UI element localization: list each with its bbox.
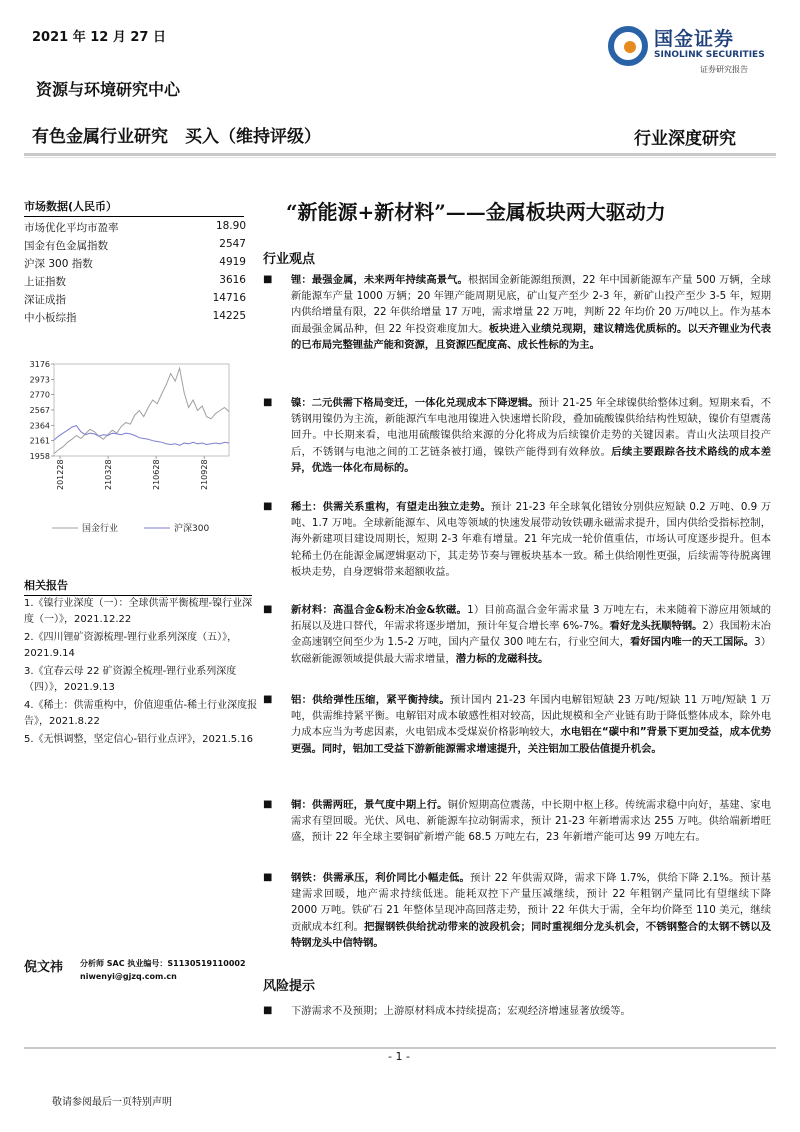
market-row: 深证成指 14716 bbox=[24, 292, 246, 306]
paragraph-copper: ■ 铜：供需两旺，景气度中期上行。铜价短期高位震荡，中长期中枢上移。传统需求稳中向好，基建、家电需求有望回暖。光伏、风电、新能源车拉动铜需求，预计 21-23 年新增需求达 255 万吨。供给端新增旺盛，预计 22 年全球主要铜矿新增产能 68.5 万吨左右，23 年新增产能可达 99 万吨左右。 bbox=[263, 799, 772, 844]
page-number: - 1 - bbox=[388, 1050, 410, 1063]
analyst-info bbox=[80, 957, 246, 983]
bullet-icon: ■ bbox=[263, 872, 273, 883]
header-divider-thin bbox=[24, 157, 776, 158]
related-report-item[interactable]: 3.《宜春云母 22 矿资源全梳理-锂行业系列深度（四）》，2021.9.13 bbox=[24, 666, 237, 693]
related-report-item[interactable]: 1.《镍行业深度（一）：全球供需平衡梳理-镍行业深度（一）》，2021.12.22 bbox=[24, 598, 253, 625]
paragraph-rare-earth: ■ 稀土：供需关系重构，有望走出独立走势。预计 21-23 年全球氧化镨钕分别供应短缺 0.2 万吨、0.9 万吨、1.7 万吨。全球新能源车、风电等领域的快速发展带动钕铁硼永磁需求提升，国内供给受指标控制，海外新建项目建设周期长，短期 2-3 年难有增量。21 年完成一轮价值重估，市场认可度逐步提升。但本轮稀土仍在能源金属逻辑驱动下，其走势节奏与锂板块基本一致。稀土供给刚性更强，后续需等待脱离锂板块走势，自身逻辑带来超额收益。 bbox=[263, 501, 771, 578]
paragraph-nickel: ■ 镍：二元供需下格局变迁，一体化兑现成本下降逻辑。预计 21-25 年全球镍供给整体过剩。短期来看，不锈钢用镍仍为主流，新能源汽车电池用镍进入快速增长阶段，叠加硫酸镍供给结构性短缺，镍价有望震荡回升。中长期来看，电池用硫酸镍供给来源的分化将成为后续镍价走势的关键因素。青山火法项目投产后，不锈钢与电池之间的工艺链条被打通，镍铁产能得到有效释放。后续主要跟踪各技术路线的成本差异，优选一体化布局标的。 bbox=[263, 397, 772, 474]
x-tick-label: 201228 bbox=[56, 459, 65, 490]
analyst-name: 倪文祎 bbox=[24, 960, 64, 975]
legend-label-industry: 国金行业 bbox=[82, 524, 119, 534]
logo-tag: 证券研究报告 bbox=[700, 65, 748, 74]
paragraph-new-materials: ■ 新材料：高温合金&粉末冶金&软磁。1）目前高温合金年需求量 3 万吨左右，未来随着下游应用领域的拓展以及进口替代，年需求将逐步增加，预计年复合增长率 6%-7%。看好龙头抚顺特钢。2）我国粉末冶金高速钢空间至少为 1.5-2 万吨，国内产量仅 300 吨左右，行业空间大，看好国内唯一的天工国际。3）软磁新能源领域提供最大需求增量，潜力标的龙磁科技。 bbox=[263, 604, 771, 665]
bullet-icon: ■ bbox=[263, 799, 273, 810]
related-report-item[interactable]: 2.《四川锂矿资源梳理-锂行业系列深度（五）》，2021.9.14 bbox=[24, 632, 238, 659]
series-line-0 bbox=[54, 368, 229, 453]
y-tick-label: 2770 bbox=[29, 390, 50, 400]
related-report-item[interactable]: 5.《无惧调整，坚定信心-铝行业点评》，2021.5.16 bbox=[24, 734, 254, 745]
doc-type: 行业深度研究 bbox=[634, 129, 736, 149]
footer-divider bbox=[24, 1047, 776, 1049]
index-chart bbox=[24, 356, 254, 546]
market-row: 上证指数 3616 bbox=[24, 274, 246, 288]
series-line-1 bbox=[54, 426, 229, 446]
logo bbox=[608, 24, 768, 72]
market-row: 国金有色金属指数 2547 bbox=[24, 238, 246, 252]
bullet-icon: ■ bbox=[263, 1005, 273, 1016]
related-reports-title: 相关报告 bbox=[24, 577, 252, 596]
paragraph-steel: ■ 钢铁：供需承压，利价同比小幅走低。预计 22 年供需双降，需求下降 1.7%，供给下降 2.1%。预计基建需求回暖，地产需求持续低迷。能耗双控下产量压减继续，预计 22 年粗钢产量同比有望继续下降 2000 万吨。铁矿石 21 年整体呈现冲高回落走势，预计 22 年供大于需，全年均价降至 110 美元，继续贡献成本红利。把握钢铁供给扰动带来的波段机会；同时重视细分龙头机会，不锈钢整合的太钢不锈以及特钢龙头中信特钢。 bbox=[263, 872, 772, 949]
x-tick-label: 210628 bbox=[152, 459, 162, 490]
bullet-icon: ■ bbox=[263, 694, 273, 705]
bullet-icon: ■ bbox=[263, 501, 273, 512]
analyst-email[interactable]: niwenyi@gjzq.com.cn bbox=[80, 972, 177, 981]
legend-label-hs300: 沪深300 bbox=[174, 524, 210, 534]
bullet-icon: ■ bbox=[263, 604, 273, 615]
industry-rating: 有色金属行业研究 买入（维持评级） bbox=[32, 127, 321, 147]
market-data-title: 市场数据(人民币） bbox=[24, 198, 244, 217]
y-tick-label: 1958 bbox=[29, 452, 50, 461]
plot-frame bbox=[54, 364, 229, 456]
department-name: 资源与环境研究中心 bbox=[36, 80, 181, 99]
paragraph-risk: ■ 下游需求不及预期；上游原材料成本持续提高；宏观经济增速显著放缓等。 bbox=[263, 1003, 771, 1019]
market-row: 中小板综指 14225 bbox=[24, 310, 246, 324]
x-tick-label: 210928 bbox=[200, 459, 210, 490]
footer-disclaimer: 敬请参阅最后一页特别声明 bbox=[52, 1097, 172, 1108]
bullet-icon: ■ bbox=[263, 274, 273, 285]
market-row: 市场优化平均市盈率 18.90 bbox=[24, 220, 246, 234]
logo-name: 国金证券 bbox=[654, 28, 735, 50]
bullet-icon: ■ bbox=[263, 397, 273, 408]
analyst-license: 分析师 SAC 执业编号：S1130519110002 bbox=[80, 959, 246, 968]
section-heading-views: 行业观点 bbox=[263, 252, 316, 267]
y-tick-label: 2567 bbox=[29, 406, 50, 415]
y-tick-label: 2973 bbox=[29, 375, 50, 385]
logo-icon bbox=[608, 26, 648, 66]
logo-english: SINOLINK SECURITIES bbox=[654, 50, 765, 60]
related-report-item[interactable]: 4.《稀土：供需重构中，价值迎重估-稀土行业深度报告》，2021.8.22 bbox=[24, 700, 258, 727]
y-tick-label: 3176 bbox=[29, 360, 50, 369]
y-tick-label: 2161 bbox=[29, 436, 50, 446]
report-date: 2021 年 12 月 27 日 bbox=[32, 30, 166, 45]
y-tick-label: 2364 bbox=[29, 421, 50, 431]
x-tick-label: 210328 bbox=[104, 459, 114, 490]
main-title: “新能源+新材料”——金属板块两大驱动力 bbox=[286, 200, 666, 224]
section-heading-risk: 风险提示 bbox=[263, 979, 316, 994]
paragraph-aluminum: ■ 铝：供给弹性压缩，紧平衡持续。预计国内 21-23 年国内电解铝短缺 23 万吨/短缺 11 万吨/短缺 1 万吨，供需维持紧平衡。电解铝对成本敏感性相对较高，因此规模和全产业链有助于降低整体成本，除外电力成本应当为考虑因素，火电铝成本受煤炭价格影响较大，水电铝在“碳中和”背景下更加受益，成本优势更强。同时，铝加工受益下游新能源需求增速提升，关注铝加工股估值提升机会。 bbox=[263, 694, 771, 755]
header-divider bbox=[24, 153, 776, 156]
paragraph-lithium: ■ 锂：最强金属，未来两年持续高景气。根据国金新能源组预测，22 年中国新能源车产量 500 万辆，全球新能源车产量 1000 万辆；20 年锂产能周期见底，矿山复产至少 2-3 年，新矿山投产至少 3-5 年，短期内供给增量有限，22 年供给增量 17 万吨，需求增量 22 万吨，判断 22 年均价 20 万/吨以上。作为基本面最强金属品种，但 22 年投资难度加大。板块进入业绩兑现期，建议精选优质标的。以天齐锂业为代表的已布局完整锂盐产能和资源，且资源匹配度高、成长性标的为主。 bbox=[263, 274, 772, 351]
market-row: 沪深 300 指数 4919 bbox=[24, 256, 246, 270]
